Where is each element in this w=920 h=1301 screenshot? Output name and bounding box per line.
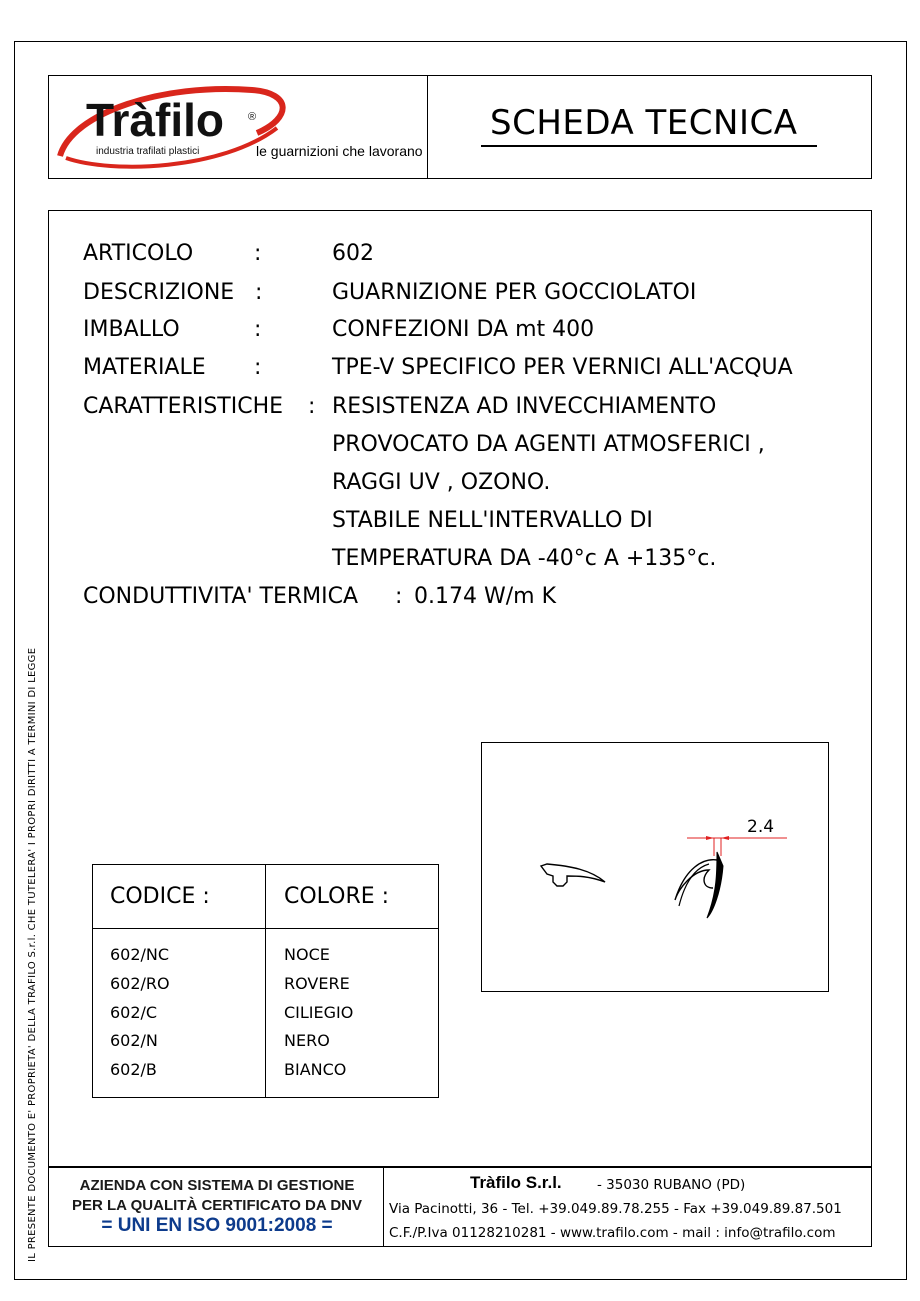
description-value: GUARNIZIONE PER GOCCIOLATOI [332, 280, 697, 305]
article-label: ARTICOLO [83, 241, 194, 266]
description-label: DESCRIZIONE [83, 280, 235, 305]
tagline: le guarnizioni che lavorano [256, 143, 423, 159]
characteristics-line: PROVOCATO DA AGENTI ATMOSFERICI , [332, 432, 765, 457]
company-name: Tràfilo S.r.l. [470, 1173, 562, 1192]
iso-certification: = UNI EN ISO 9001:2008 = [101, 1215, 333, 1236]
logo-subtitle: industria trafilati plastici [96, 146, 200, 157]
header-divider [427, 75, 428, 179]
color-cell: CILIEGIO [284, 1003, 354, 1022]
footer-divider [383, 1166, 384, 1247]
title-underline [481, 145, 817, 147]
code-cell: 602/C [110, 1003, 158, 1022]
characteristics-line: RESISTENZA AD INVECCHIAMENTO [332, 394, 717, 419]
certification-line: AZIENDA CON SISTEMA DI GESTIONE [79, 1177, 355, 1194]
color-cell: BIANCO [284, 1060, 347, 1079]
page-title: SCHEDA TECNICA [490, 103, 798, 143]
characteristics-label: CARATTERISTICHE [83, 394, 284, 419]
packaging-value: CONFEZIONI DA mt 400 [332, 317, 595, 342]
color-cell: NERO [284, 1031, 330, 1050]
company-tax-info: C.F./P.Iva 01128210281 - www.trafilo.com - mail : info@trafilo.com [389, 1225, 836, 1241]
code-cell: 602/N [110, 1031, 158, 1050]
characteristics-line: TEMPERATURA DA -40°c A +135°c. [332, 546, 717, 571]
characteristics-colon: : [308, 394, 316, 419]
color-cell: NOCE [284, 945, 330, 964]
characteristics-line: STABILE NELL'INTERVALLO DI [332, 508, 653, 533]
codes-header-code: CODICE : [110, 884, 210, 909]
logo-brand: Tràfilo [86, 94, 225, 146]
material-value: TPE-V SPECIFICO PER VERNICI ALL'ACQUA [332, 355, 793, 380]
conductivity-colon: : [395, 584, 403, 609]
conductivity-value: 0.174 W/m K [414, 584, 556, 609]
packaging-label: IMBALLO [83, 317, 180, 342]
description-colon: : [255, 280, 263, 305]
codes-table-header-divider [92, 928, 439, 929]
dimension-marker [687, 836, 787, 856]
seal-profile-drip [707, 852, 723, 918]
certification-line: PER LA QUALITÀ CERTIFICATO DA DNV [72, 1197, 362, 1214]
material-colon: : [254, 355, 262, 380]
company-location: - 35030 RUBANO (PD) [597, 1177, 746, 1193]
codes-header-color: COLORE : [284, 884, 390, 909]
conductivity-label: CONDUTTIVITA' TERMICA [83, 584, 359, 609]
article-colon: : [254, 241, 262, 266]
seal-profile-lip [675, 860, 717, 900]
color-cell: ROVERE [284, 974, 350, 993]
article-value: 602 [332, 241, 374, 266]
legal-notice: IL PRESENTE DOCUMENTO E' PROPRIETA' DELLA TRAFILO S.r.l. CHE TUTELERA' I PROPRI DIRITTI A TERMINI DI LEGGE [27, 647, 38, 1262]
logo-registered-mark: ® [248, 111, 257, 123]
packaging-colon: : [254, 317, 262, 342]
code-cell: 602/B [110, 1060, 157, 1079]
code-cell: 602/NC [110, 945, 170, 964]
trafilo-logo [52, 78, 292, 176]
material-label: MATERIALE [83, 355, 206, 380]
company-address: Via Pacinotti, 36 - Tel. +39.049.89.78.255 - Fax +39.049.89.87.501 [389, 1201, 842, 1217]
dimension-label: 2.4 [747, 817, 775, 837]
seal-profile-flat [541, 864, 605, 886]
code-cell: 602/RO [110, 974, 170, 993]
characteristics-line: RAGGI UV , OZONO. [332, 470, 551, 495]
codes-table-column-divider [265, 864, 266, 1098]
profile-drawing [481, 742, 829, 992]
